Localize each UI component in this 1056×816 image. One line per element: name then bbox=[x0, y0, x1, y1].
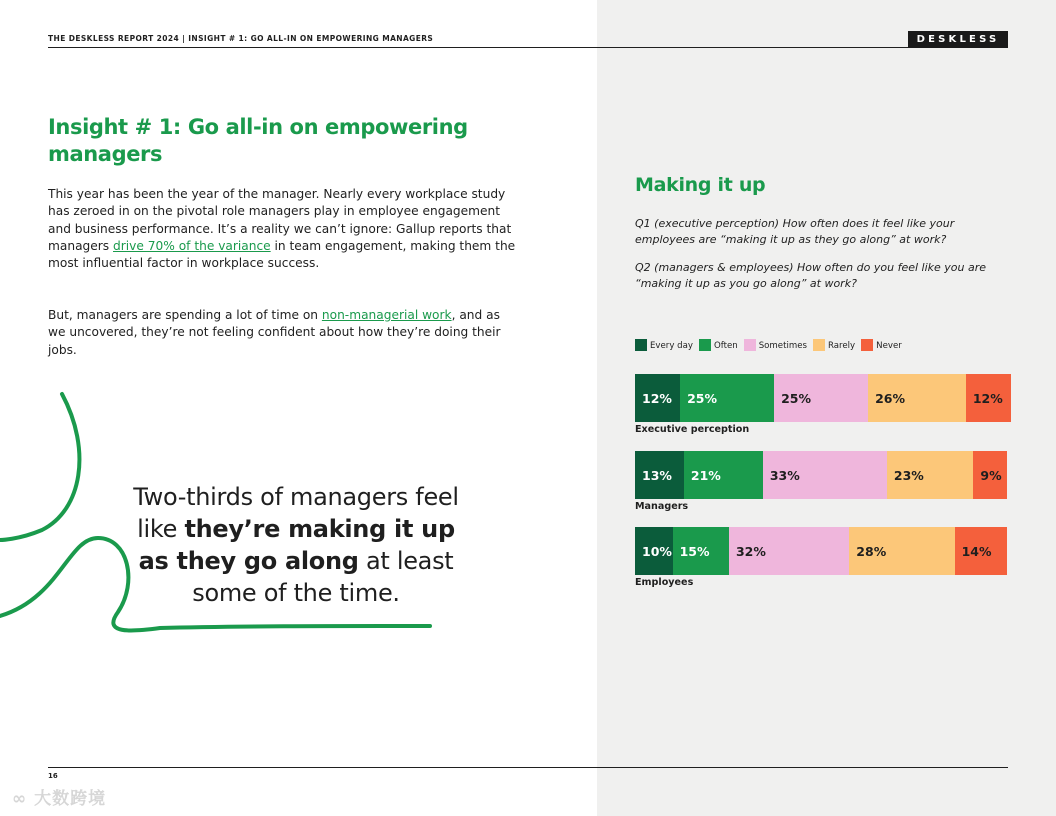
question-1: Q1 (executive perception) How often does it feel like your employees are “making it up as they go along” at work? bbox=[635, 217, 955, 246]
chart-legend bbox=[635, 339, 908, 351]
bar-employees bbox=[635, 527, 1011, 575]
pull-quote bbox=[120, 481, 472, 609]
bar-category-label: Managers bbox=[635, 501, 689, 512]
bar-category-label: Executive perception bbox=[635, 424, 750, 435]
bar-segment-every-day: 13% bbox=[635, 451, 684, 499]
watermark bbox=[12, 784, 106, 809]
bar-segment-every-day: 10% bbox=[635, 527, 673, 575]
watermark-text: 大数跨境 bbox=[34, 789, 107, 809]
second-text-after: , and as we uncovered, they’re not feeling confident about how they’re doing their jobs. bbox=[48, 308, 501, 357]
bar-segment-rarely: 23% bbox=[887, 451, 973, 499]
running-header: THE DESKLESS REPORT 2024 | INSIGHT # 1: GO ALL-IN ON EMPOWERING MANAGERS bbox=[48, 34, 434, 43]
legend-swatch bbox=[635, 339, 647, 351]
bar-segment-rarely: 28% bbox=[849, 527, 954, 575]
bar-segment-sometimes: 32% bbox=[729, 527, 849, 575]
legend-label: Often bbox=[713, 341, 738, 351]
page-number: 16 bbox=[48, 772, 58, 780]
bar-segment-rarely: 26% bbox=[868, 374, 966, 422]
legend-swatch bbox=[813, 339, 825, 351]
legend-item-often bbox=[699, 339, 738, 351]
chart-title: Making it up bbox=[635, 174, 766, 196]
quote-text-end: at least some of the time. bbox=[192, 547, 454, 607]
bar-segment-never: 9% bbox=[973, 451, 1007, 499]
question-2: Q2 (managers & employees) How often do you feel like you are “making it up as you go along” at work? bbox=[635, 261, 987, 290]
page-title: Insight # 1: Go all-in on empowering managers bbox=[48, 115, 468, 166]
second-text-before: But, managers are spending a lot of time on bbox=[48, 308, 322, 322]
non-managerial-work-link[interactable]: non-managerial work bbox=[321, 308, 452, 322]
legend-item-every-day bbox=[635, 339, 693, 351]
legend-swatch bbox=[744, 339, 756, 351]
variance-link[interactable]: drive 70% of the variance bbox=[113, 238, 271, 253]
bar-managers bbox=[635, 451, 1011, 499]
legend-label: Rarely bbox=[827, 341, 856, 351]
legend-item-sometimes bbox=[744, 339, 807, 351]
second-paragraph bbox=[48, 307, 518, 359]
bar-segment-sometimes: 33% bbox=[763, 451, 887, 499]
bar-segment-often: 15% bbox=[673, 527, 729, 575]
quote-text-start: Two-thirds of managers feel like bbox=[133, 483, 459, 543]
bar-segment-often: 25% bbox=[680, 374, 774, 422]
watermark-logo-icon: ∞ bbox=[12, 789, 28, 809]
intro-text-after: in team engagement, making them the most influential factor in workplace success. bbox=[48, 238, 516, 271]
intro-text-before: This year has been the year of the manager. Nearly every workplace study has zeroed in on the pivotal role managers play in employee engagement and business performance. It’s a reality we can’t ignore: Gallup reports that managers bbox=[48, 187, 512, 253]
legend-swatch bbox=[861, 339, 873, 351]
header-divider bbox=[48, 47, 908, 48]
bar-segment-sometimes: 25% bbox=[774, 374, 868, 422]
bar-segment-every-day: 12% bbox=[635, 374, 680, 422]
legend-label: Every day bbox=[650, 341, 693, 351]
bar-executive-perception bbox=[635, 374, 1011, 422]
bar-segment-never: 12% bbox=[966, 374, 1011, 422]
bar-segment-often: 21% bbox=[684, 451, 763, 499]
footer-divider bbox=[48, 767, 1008, 768]
legend-swatch bbox=[699, 339, 711, 351]
legend-item-rarely bbox=[813, 339, 855, 351]
deskless-logo: DESKLESS bbox=[908, 31, 1008, 48]
intro-paragraph bbox=[48, 186, 518, 272]
legend-label: Sometimes bbox=[758, 341, 807, 351]
quote-text-bold: they’re making it up as they go along bbox=[138, 515, 455, 575]
bar-category-label: Employees bbox=[635, 577, 694, 588]
bar-segment-never: 14% bbox=[955, 527, 1008, 575]
legend-label: Never bbox=[876, 341, 902, 351]
legend-item-never bbox=[861, 339, 902, 351]
